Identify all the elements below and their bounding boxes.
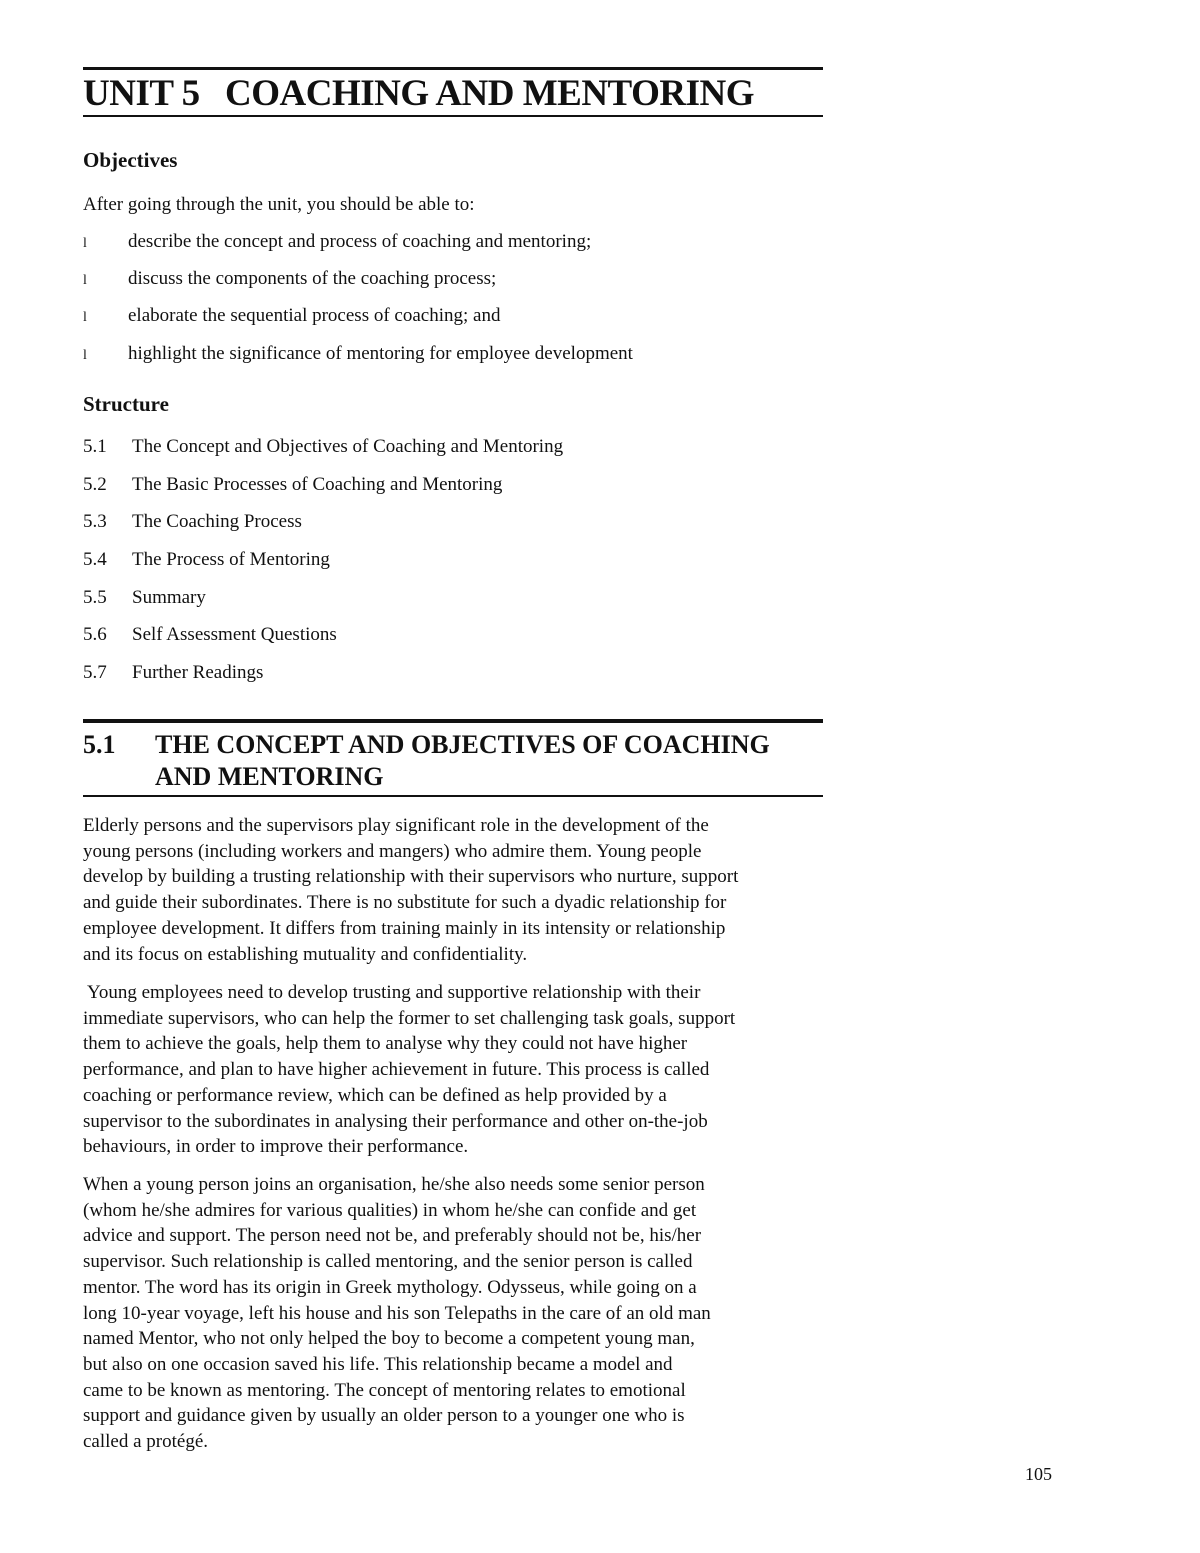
structure-item <box>83 435 563 459</box>
section-title-line: THE CONCEPT AND OBJECTIVES OF COACHING <box>155 730 770 759</box>
objective-text: describe the concept and process of coaching and mentoring; <box>128 231 592 252</box>
structure-item-number: 5.5 <box>83 587 107 608</box>
structure-item-title: Self Assessment Questions <box>132 624 337 645</box>
paragraph-line: but also on one occasion saved his life. This relationship became a model and <box>83 1353 673 1375</box>
paragraph-line: and guide their subordinates. There is no substitute for such a dyadic relationship for <box>83 892 727 914</box>
objective-item <box>83 342 633 368</box>
paragraph-line: young persons (including workers and mangers) who admire them. Young people <box>83 840 702 862</box>
paragraph-line: When a young person joins an organisation, he/she also needs some senior person <box>83 1174 705 1195</box>
unit-title <box>83 72 823 116</box>
paragraph-line: immediate supervisors, who can help the former to set challenging task goals, support <box>83 1007 736 1029</box>
unit-number: UNIT 5 <box>83 73 200 114</box>
section-top-rule <box>83 719 823 723</box>
objectives-intro: After going through the unit, you should be able to: <box>83 194 475 215</box>
unit-bottom-rule <box>83 115 823 117</box>
section-bottom-rule <box>83 795 823 797</box>
objective-item <box>83 304 500 330</box>
paragraph-line: called a protégé. <box>83 1431 209 1453</box>
structure-item-title: The Concept and Objectives of Coaching and Mentoring <box>132 436 564 457</box>
structure-item-title: Further Readings <box>132 662 264 683</box>
paragraph-line: supervisor. Such relationship is called mentoring, and the senior person is called <box>83 1251 693 1273</box>
body-paragraph <box>83 1172 828 1455</box>
paragraph-line: them to achieve the goals, help them to analyse why they could not have higher <box>83 1033 688 1055</box>
structure-item <box>83 510 302 534</box>
section-title-text <box>155 729 823 793</box>
paragraph-line: Elderly persons and the supervisors play significant role in the development of the <box>83 815 709 836</box>
page-number: 105 <box>1025 1464 1052 1484</box>
paragraph-line: performance, and plan to have higher achievement in future. This process is called <box>83 1059 710 1081</box>
body-paragraph <box>83 813 828 967</box>
paragraph-line: long 10-year voyage, left his house and his son Telepaths in the care of an old man <box>83 1302 711 1324</box>
paragraph-line: Young employees need to develop trusting and supportive relationship with their <box>83 982 701 1003</box>
structure-item <box>83 661 263 685</box>
section-number: 5.1 <box>83 730 116 759</box>
section-title-line: AND MENTORING <box>155 762 384 791</box>
paragraph-line: employee development. It differs from training mainly in its intensity or relationship <box>83 917 726 939</box>
paragraph-line: support and guidance given by usually an older person to a younger one who is <box>83 1405 685 1427</box>
structure-item <box>83 473 502 497</box>
unit-title-text: COACHING AND MENTORING <box>225 73 754 114</box>
unit-top-rule <box>83 67 823 70</box>
paragraph-line: supervisor to the subordinates in analysing their performance and other on-the-job <box>83 1110 708 1132</box>
paragraph-line: and its focus on establishing mutuality and confidentiality. <box>83 943 528 965</box>
objective-item <box>83 230 591 256</box>
structure-item-title: The Coaching Process <box>132 511 302 532</box>
structure-item <box>83 586 206 610</box>
paragraph-line: came to be known as mentoring. The concept of mentoring relates to emotional <box>83 1379 686 1401</box>
objective-text: discuss the components of the coaching process; <box>128 268 497 289</box>
structure-item-number: 5.1 <box>83 436 107 457</box>
structure-item <box>83 623 337 647</box>
paragraph-line: (whom he/she admires for various qualities) in whom he/she can confide and get <box>83 1199 697 1221</box>
paragraph-line: coaching or performance review, which can be defined as help provided by a <box>83 1084 667 1106</box>
objective-text: elaborate the sequential process of coaching; and <box>128 305 501 326</box>
paragraph-line: behaviours, in order to improve their performance. <box>83 1136 469 1158</box>
bullet-icon: l <box>83 310 87 325</box>
bullet-icon: l <box>83 273 87 288</box>
structure-item-number: 5.4 <box>83 549 107 570</box>
bullet-icon: l <box>83 348 87 363</box>
body-paragraph <box>83 980 828 1160</box>
paragraph-line: mentor. The word has its origin in Greek mythology. Odysseus, while going on a <box>83 1276 697 1298</box>
structure-item-title: The Basic Processes of Coaching and Mentoring <box>132 474 503 495</box>
structure-heading: Structure <box>83 392 169 416</box>
paragraph-line: advice and support. The person need not be, and preferably should not be, his/her <box>83 1225 702 1247</box>
objective-text: highlight the significance of mentoring for employee development <box>128 343 633 364</box>
structure-item-number: 5.2 <box>83 474 107 495</box>
structure-item-title: Summary <box>132 587 206 608</box>
paragraph-line: develop by building a trusting relationship with their supervisors who nurture, support <box>83 866 739 888</box>
structure-item-number: 5.6 <box>83 624 107 645</box>
paragraph-line: named Mentor, who not only helped the boy to become a competent young man, <box>83 1328 695 1350</box>
structure-item-number: 5.3 <box>83 511 107 532</box>
structure-item-title: The Process of Mentoring <box>132 549 330 570</box>
structure-item-number: 5.7 <box>83 662 107 683</box>
structure-item <box>83 548 330 572</box>
objectives-heading: Objectives <box>83 148 178 172</box>
bullet-icon: l <box>83 236 87 251</box>
objective-item <box>83 267 496 293</box>
